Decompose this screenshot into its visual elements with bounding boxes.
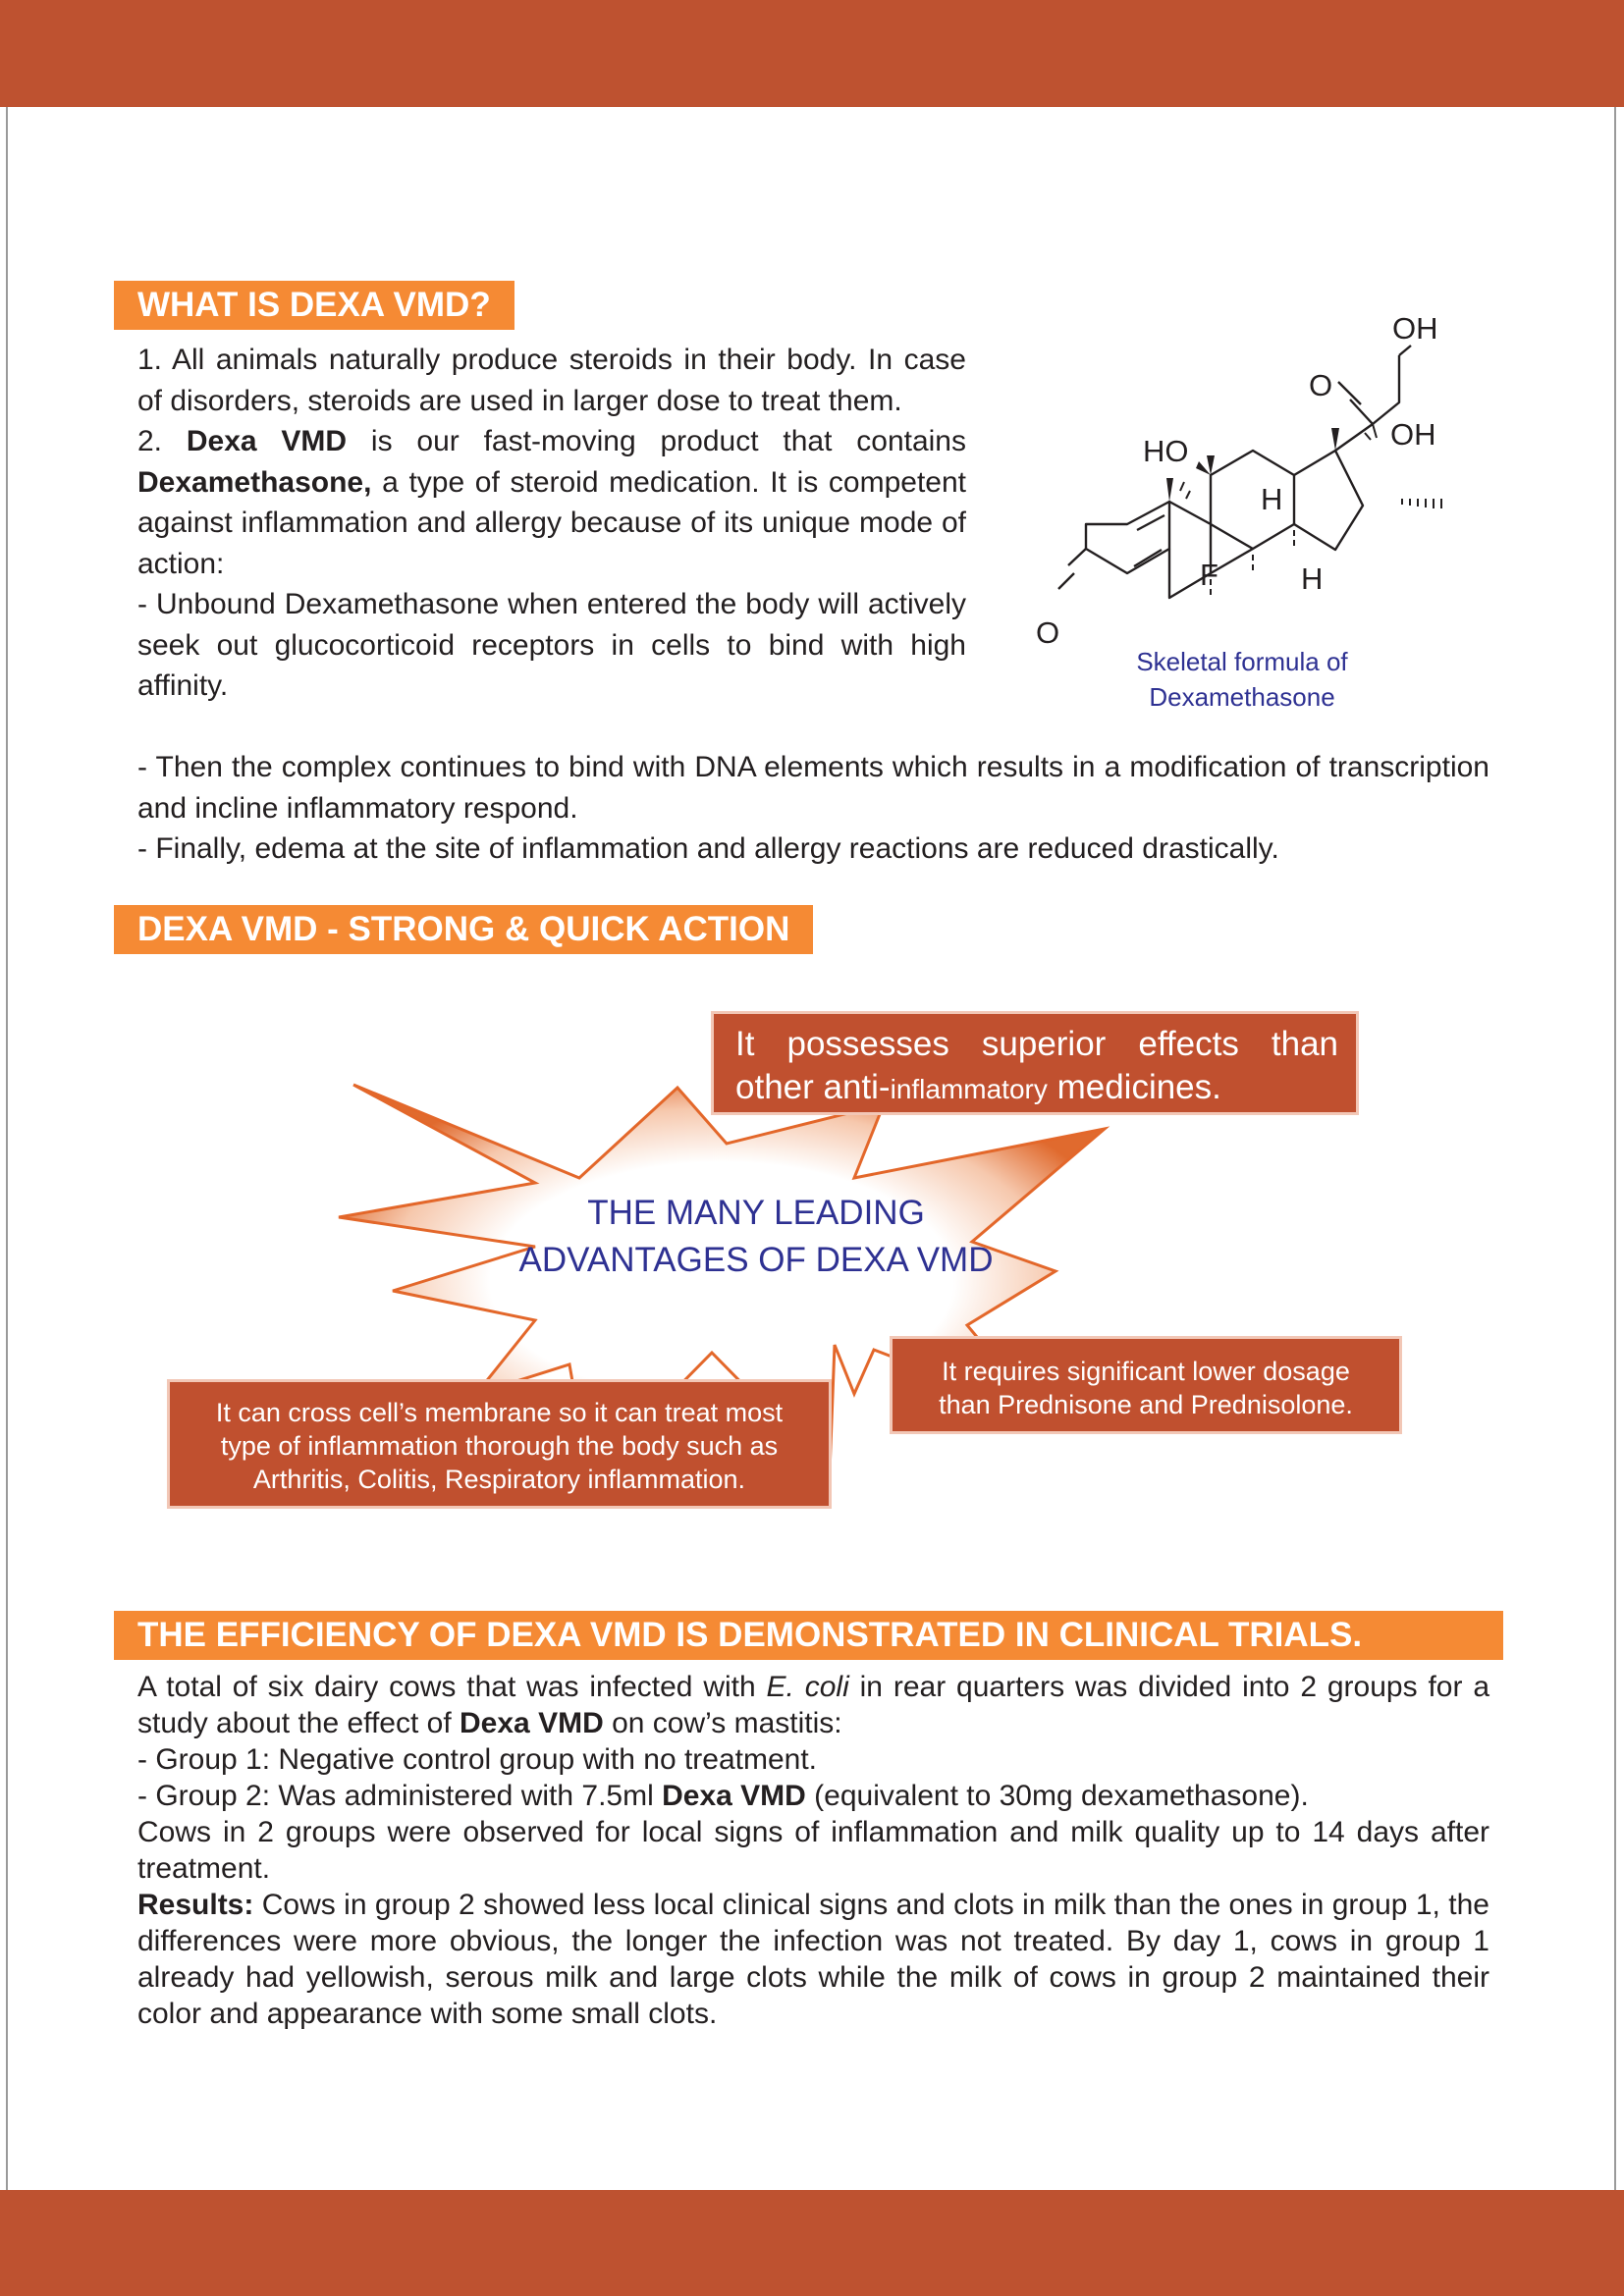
section-heading-strong-action: DEXA VMD - STRONG & QUICK ACTION [114,905,813,954]
advantage-box-membrane: It can cross cell’s membrane so it can treat most type of inflammation thorough the body such as Arthritis, Colitis, Respiratory inflammation. [167,1379,832,1509]
label-f: F [1200,558,1218,592]
intro-p3: - Unbound Dexamethasone when entered the body will actively seek out glucocorticoid receptors in cells to bind with high affinity. [137,588,966,702]
intro-paragraphs [137,340,966,707]
trial-results: Results: Cows in group 2 showed less local clinical signs and clots in milk than the ones in group 1, the differences were more obvious, the longer the infection was not treated. By day 1, cows in group 1 already had yellowish, serous milk and large clots while the milk of cows in group 2 maintained their color and appearance with some small clots. [137,1889,1489,2030]
section-heading-what-is: WHAT IS DEXA VMD? [114,281,514,330]
label-h-lower: H [1301,561,1324,596]
trial-intro: A total of six dairy cows that was infected with E. coli in rear quarters was divided into 2 groups for a study about the effect of Dexa VMD on cow’s mastitis: [137,1671,1490,1739]
dexamethasone-skeletal-formula [1021,294,1483,658]
trial-group1: - Group 1: Negative control group with no treatment. [137,1743,818,1776]
advantage-box-dosage: It requires significant lower dosage than Prednisone and Prednisolone. [890,1336,1402,1434]
bottom-band [0,2190,1624,2296]
label-h-upper: H [1261,482,1283,516]
section-heading-clinical-trials: THE EFFICIENCY OF DEXA VMD IS DEMONSTRATED IN CLINICAL TRIALS. [114,1611,1503,1660]
trial-observation: Cows in 2 groups were observed for local signs of inflammation and milk quality up to 14 days after treatment. [137,1816,1489,1885]
mechanism-p5: - Finally, edema at the site of inflammation and allergy reactions are reduced drastically. [137,832,1279,865]
label-o-ketone: O [1309,368,1333,402]
label-o-bottom: O [1036,615,1060,650]
clinical-trial-text [137,1669,1489,2032]
trial-group2: - Group 2: Was administered with 7.5ml Dexa VMD (equivalent to 30mg dexamethasone). [137,1780,1309,1812]
label-oh-right: OH [1390,417,1436,452]
advantages-title: THE MANY LEADING ADVANTAGES OF DEXA VMD [518,1194,994,1279]
intro-p2: 2. Dexa VMD is our fast-moving product that contains Dexamethasone, a type of steroid medication. It is competent against inflammation and allergy because of its unique mode of action: [137,425,966,580]
label-ho: HO [1143,434,1189,468]
label-oh-top: OH [1392,311,1438,346]
advantage-box-superior: It possesses superior effects than other anti-inflammatory medicines. [711,1011,1359,1115]
top-band [0,0,1624,107]
molecule-caption: Skeletal formula of Dexamethasone [1136,647,1348,712]
mechanism-paragraphs [137,747,1489,870]
mechanism-p4: - Then the complex continues to bind with DNA elements which results in a modification of transcription and incline inflammatory respond. [137,751,1489,825]
intro-p1: 1. All animals naturally produce steroids in their body. In case of disorders, steroids are used in larger dose to treat them. [137,344,966,417]
